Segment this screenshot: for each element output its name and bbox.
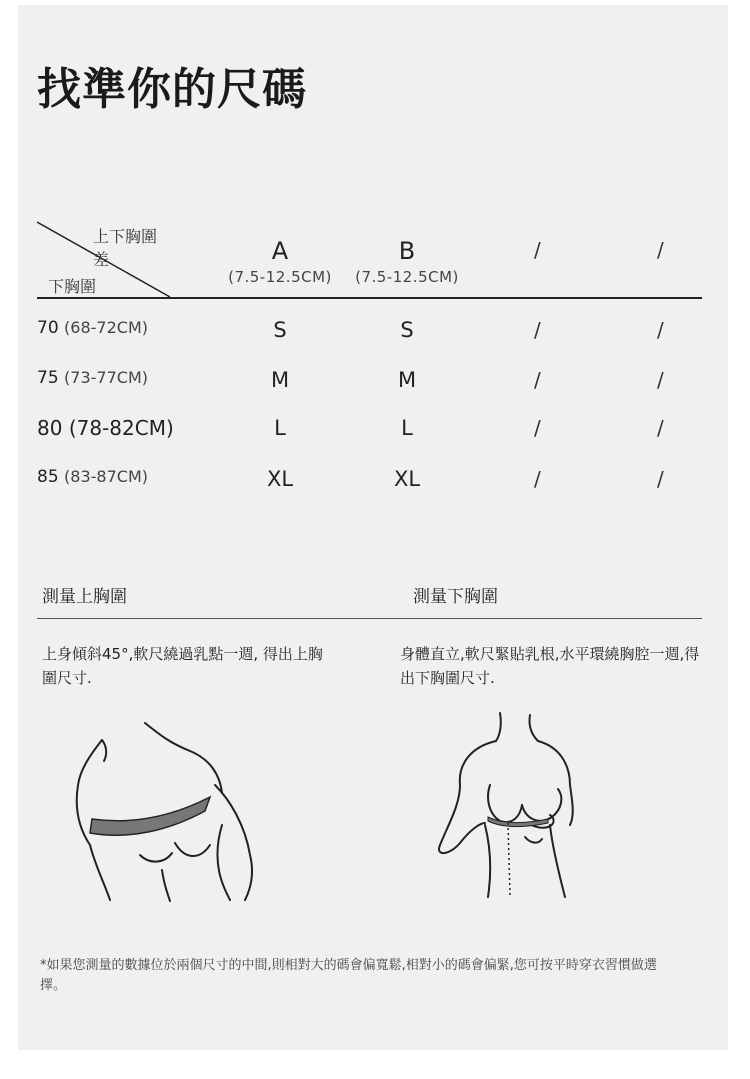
measuring-tape [90,797,210,835]
table-row [0,416,750,456]
table-corner-header [37,220,172,298]
table-row [0,467,750,507]
underbust-instructions: 身體直立,軟尺緊貼乳根,水平環繞胸腔一週,得出下胸圍尺寸. [400,645,700,687]
underbust-label: 下胸圍 [48,277,97,296]
size-cell-empty: / [534,467,541,491]
column-range: (7.5-12.5CM) [228,268,332,286]
size-cell-empty: / [534,368,541,392]
table-row [0,368,750,408]
column-header-empty: / [657,238,664,262]
band-size: 85 [37,467,59,487]
size-cell: L [274,416,286,440]
table-header-rule [37,297,702,299]
column-header-empty: / [534,238,541,262]
upper-bust-illustration [50,715,290,905]
upper-bust-instructions: 上身傾斜45°,軟尺繞過乳點一週, 得出上胸圍尺寸. [42,645,323,687]
size-cell-empty: / [534,416,541,440]
size-cell-empty: / [657,368,664,392]
column-header-a [220,236,340,286]
band-size: 75 [37,368,59,388]
column-letter: B [398,237,416,265]
tape-end [508,823,510,895]
size-cell: L [401,416,413,440]
underbust-title: 測量下胸圍 [413,587,498,607]
upper-bust-title: 測量上胸圍 [42,587,127,607]
band-range: (78-82CM) [68,416,174,440]
size-cell: XL [393,467,421,491]
table-row [0,318,750,358]
band-size: 80 [37,416,63,440]
row-label [37,467,148,487]
band-size: 70 [37,318,59,338]
size-cell: M [397,368,417,392]
size-cell: S [400,318,414,342]
sizing-note: *如果您測量的數據位於兩個尺寸的中間,則相對大的碼會偏寬鬆,相對小的碼會偏緊,您可按平時穿衣習慣做選擇。 [40,958,657,993]
page-title: 找準你的尺碼 [37,64,307,115]
size-cell: S [273,318,287,342]
size-cell-empty: / [657,416,664,440]
column-letter: A [271,237,289,265]
band-range: (83-87CM) [64,467,148,486]
size-cell-empty: / [534,318,541,342]
size-cell: XL [266,467,294,491]
size-cell: M [270,368,290,392]
bust-difference-label: 上下胸圍差 [93,227,158,269]
band-range: (73-77CM) [64,368,148,387]
row-label [37,318,148,338]
size-cell-empty: / [657,318,664,342]
column-range: (7.5-12.5CM) [355,268,459,286]
row-label [37,368,148,388]
underbust-illustration [430,705,610,900]
band-range: (68-72CM) [64,318,148,337]
column-header-b [347,236,467,286]
section-rule [37,618,702,619]
row-label [37,416,174,440]
size-cell-empty: / [657,467,664,491]
